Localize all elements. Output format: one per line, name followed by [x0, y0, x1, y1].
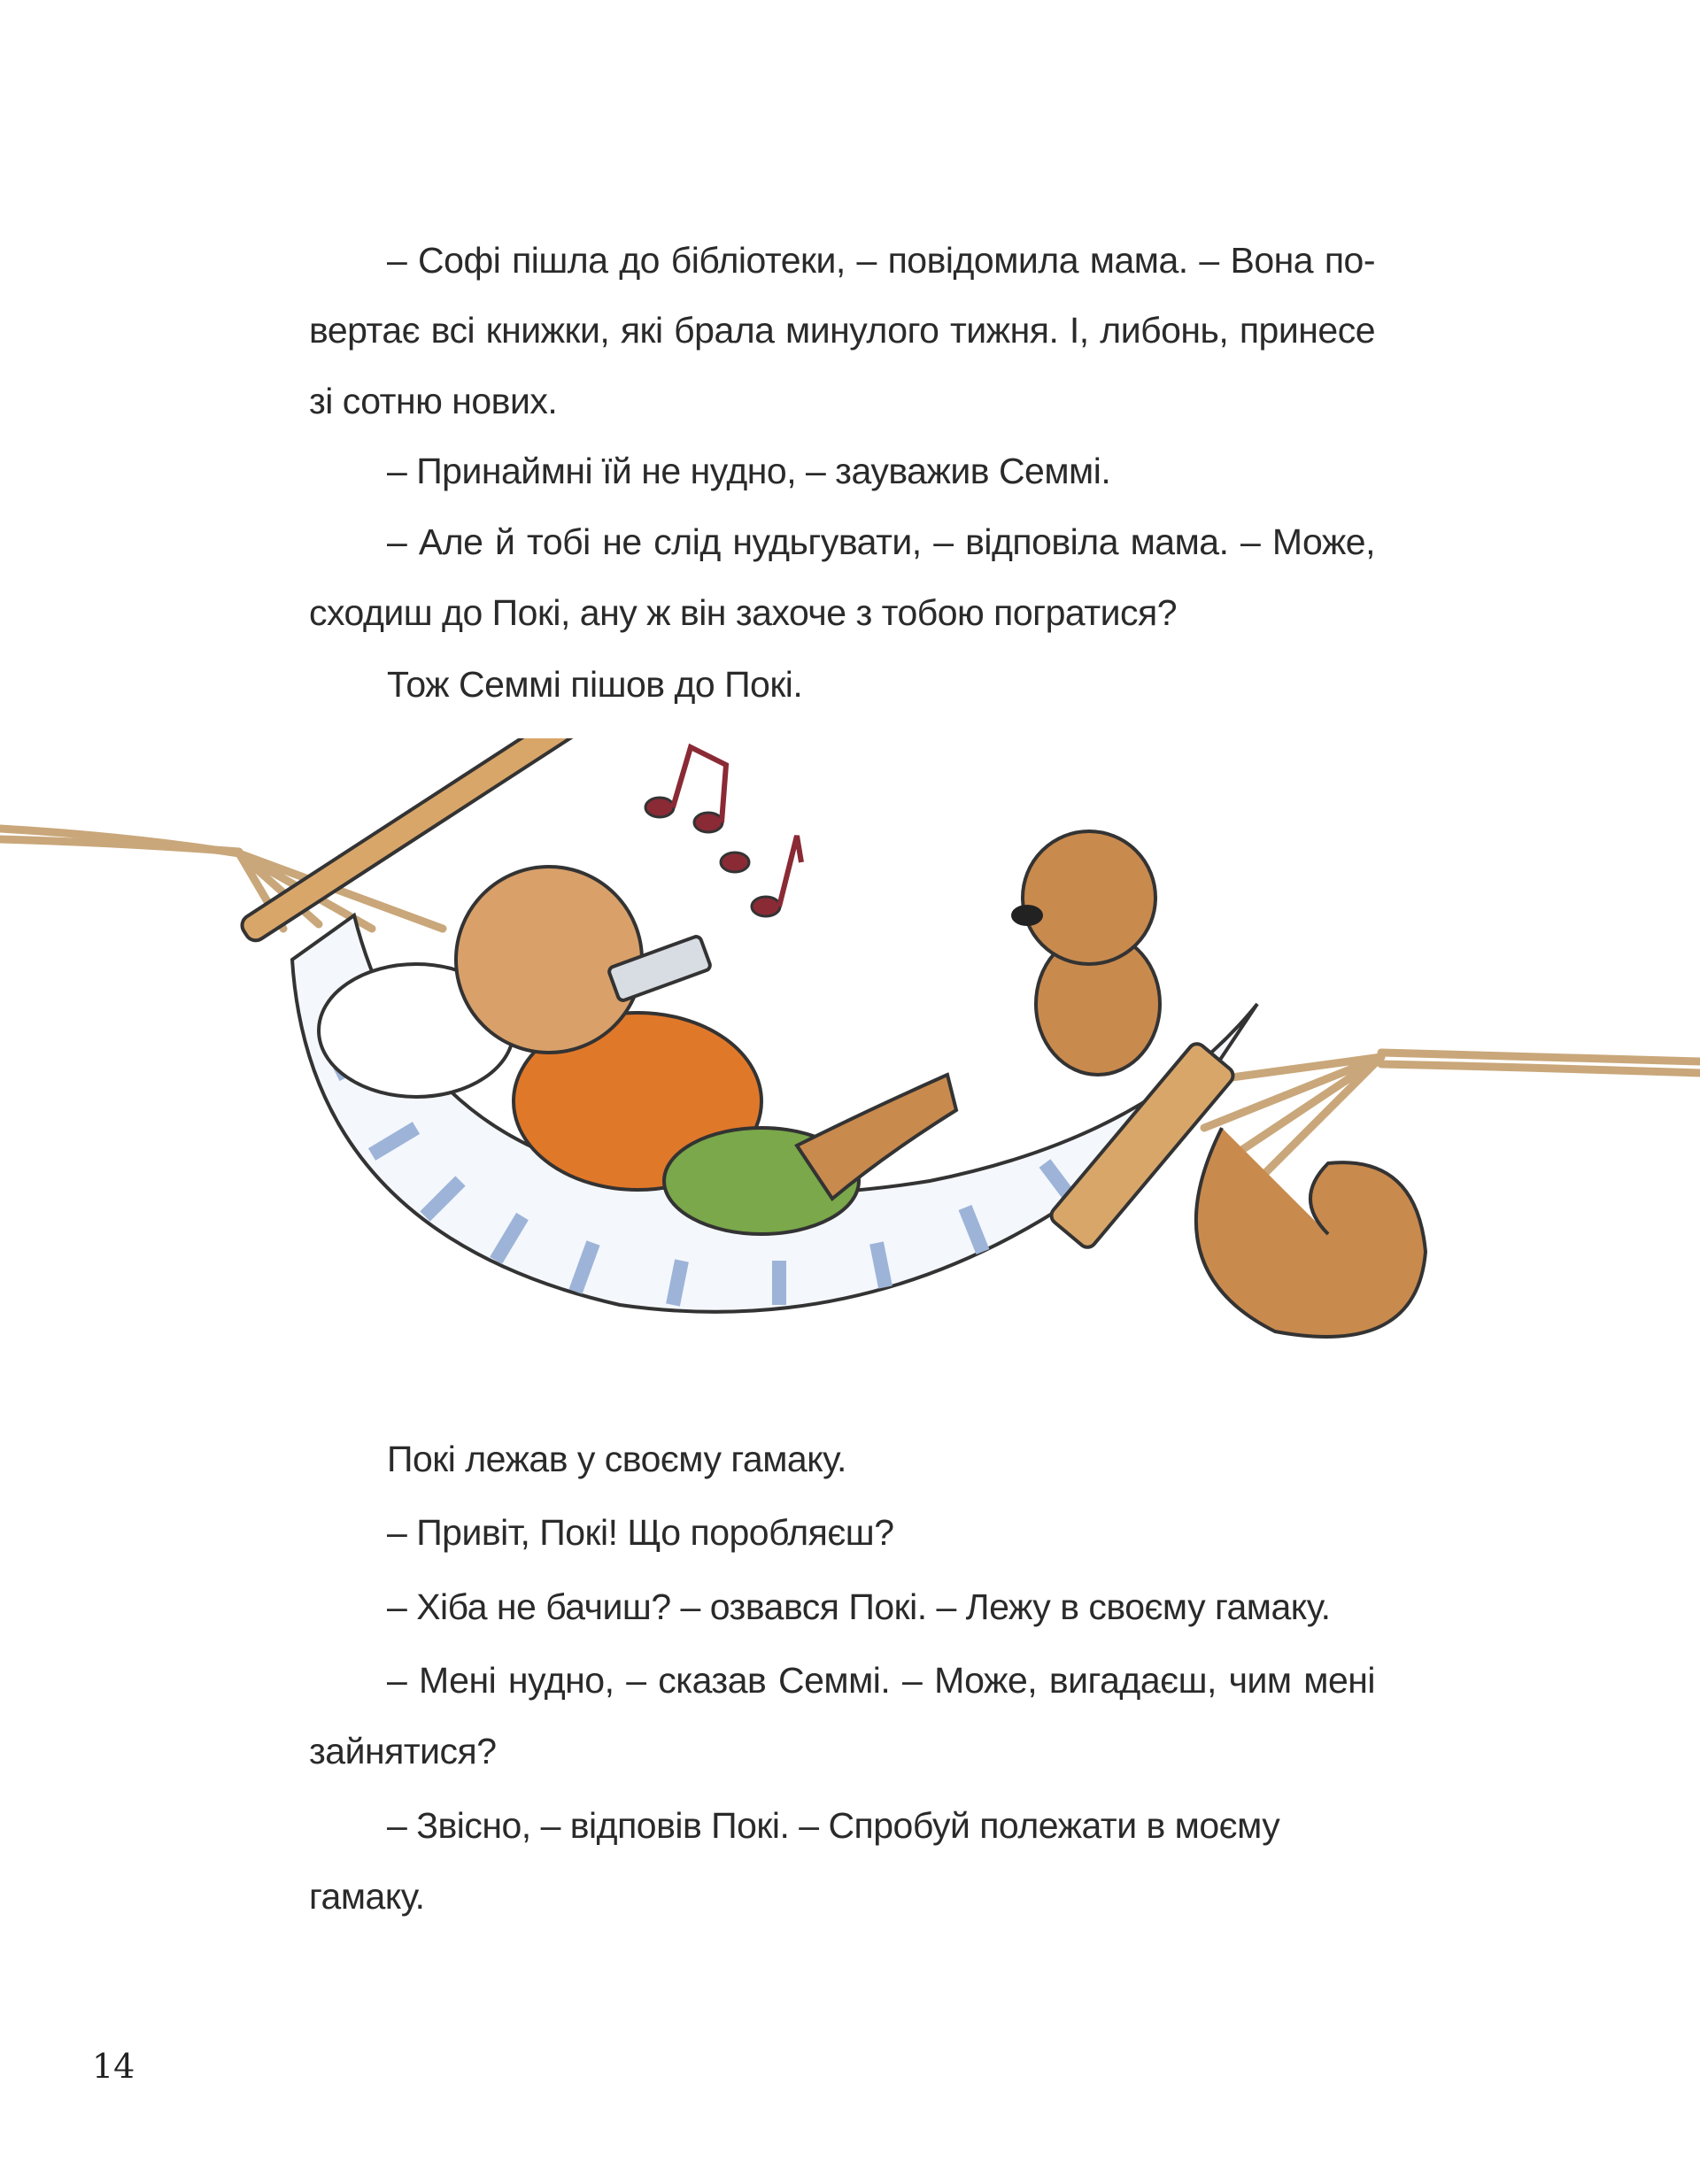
- text-line: – Але й тобі не слід нудьгувати, – відповіла мама. – Може,: [387, 521, 1375, 562]
- text-line: сходиш до Покі, ану ж він захоче з тобою погратися?: [309, 592, 1178, 633]
- text-line: – Звісно, – відповів Покі. – Спробуй полежати в моєму: [387, 1805, 1280, 1846]
- text-line: зайнятися?: [309, 1731, 497, 1771]
- squirrel-nose: [1011, 905, 1043, 926]
- music-notes-icon: [645, 747, 801, 916]
- squirrel-head: [1023, 831, 1155, 964]
- squirrel-tail: [1196, 1128, 1426, 1337]
- text-line: вертає всі книжки, які брала минулого тижня. І, либонь, принесе: [309, 310, 1375, 351]
- text-line: – Принаймні їй не нудно, – зауважив Семмі.: [387, 451, 1111, 491]
- text-line: – Мені нудно, – сказав Семмі. – Може, вигадаєш, чим мені: [387, 1660, 1375, 1701]
- text-line: зі сотню нових.: [309, 381, 558, 421]
- text-line: Тож Семмі пішов до Покі.: [387, 664, 803, 705]
- text-line: Покі лежав у своєму гамаку.: [387, 1439, 846, 1479]
- text-line: – Хіба не бачиш? – озвався Покі. – Лежу в своєму гамаку.: [387, 1586, 1331, 1627]
- text-line: гамаку.: [309, 1876, 425, 1917]
- text-line: – Софі пішла до бібліотеки, – повідомила мама. – Вона по-: [387, 240, 1375, 281]
- text-line: – Привіт, Покі! Що поробляєш?: [387, 1512, 894, 1553]
- hammock-illustration: [0, 738, 1700, 1393]
- page-number: 14: [92, 2047, 135, 2086]
- hedgehog-head: [456, 867, 642, 1053]
